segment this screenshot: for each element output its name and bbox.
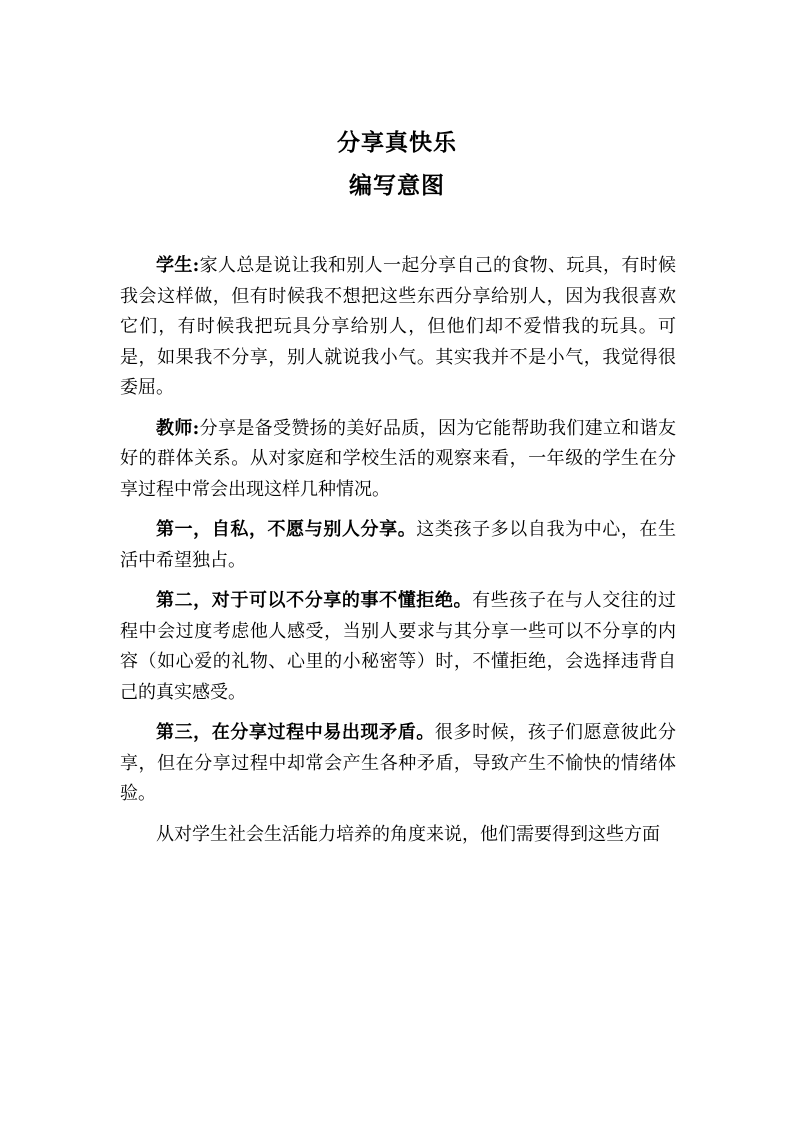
paragraph-first-case [120,515,676,576]
paragraph-lead: 第三，在分享过程中易出现矛盾。 [156,722,435,743]
paragraph-text: 分享是备受赞扬的美好品质，因为它能帮助我们建立和谐友好的群体关系。从对家庭和学校生活的观察来看，一年级的学生在分享过程中常会出现这样几种情况。 [120,417,676,500]
paragraph-lead: 学生: [156,255,200,276]
paragraph-text: 很多时候，孩子们愿意彼此分享，但在分享过程中却常会产生各种矛盾，导致产生不愉快的情绪体验。 [120,722,677,804]
paragraph-lead: 第一，自私，不愿与别人分享。 [156,519,417,540]
document-body [120,251,676,850]
paragraph-conclusion [120,820,676,851]
paragraph-student [120,251,676,404]
paragraph-text: 从对学生社会生活能力培养的角度来说，他们需要得到这些方面 [156,823,660,845]
document-subtitle: 编写意图 [349,172,445,199]
document-title: 分享真快乐 [337,129,457,156]
paragraph-third-case [120,718,676,810]
paragraph-second-case [120,586,676,708]
paragraph-text: 有些孩子在与人交往的过程中会过度考虑他人感受，当别人要求与其分享一些可以不分享的内容（如心爱的礼物、心里的小秘密等）时，不懂拒绝，会选择违背自己的真实感受。 [120,590,677,703]
paragraph-lead: 第二，对于可以不分享的事不懂拒绝。 [156,590,473,611]
paragraph-text: 家人总是说让我和别人一起分享自己的食物、玩具，有时候我会这样做，但有时候我不想把这些东西分享给别人，因为我很喜欢它们，有时候我把玩具分享给别人，但他们却不爱惜我的玩具。可是，如果我不分享，别人就说我小气。其实我并不是小气，我觉得很委屈。 [120,255,676,398]
paragraph-text: 这类孩子多以自我为中心，在生活中希望独占。 [120,519,676,571]
paragraph-lead: 教师: [156,417,200,439]
paragraph-teacher [120,414,676,506]
